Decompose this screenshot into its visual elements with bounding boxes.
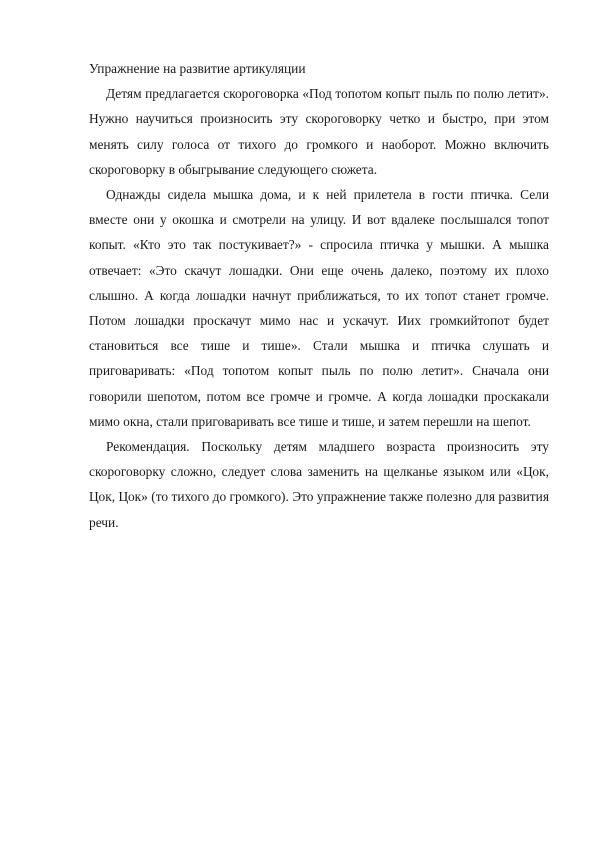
document-body: [89, 56, 549, 535]
document-title: Упражнение на развитие артикуляции: [89, 61, 306, 76]
paragraph-task: Детям предлагается скороговорка «Под топотом копыт пыль по полю летит». Нужно научиться произносить эту скороговорку четко и быстро, при этом менять силу голоса от тихого до громкого и наоборот. Можно включить скороговорку в обыгрывание следующего сюжета.: [89, 86, 549, 177]
paragraph-story: Однажды сидела мышка дома, и к ней прилетела в гости птичка. Сели вместе они у окошка и смотрели на улицу. И вот вдалеке послышался топот копыт. «Кто это так постукивает?» - спросила птичка у мышки. А мышка отвечает: «Это скачут лошадки. Они еще очень далеко, поэтому их плохо слышно. А когда лошадки начнут приближаться, то их топот станет громче. Потом лошадки проскачут мимо нас и ускачут. Иих громкийтопот будет становиться все тише и тише». Стали мышка и птичка слушать и приговаривать: «Под топотом копыт пыль по полю летит». Сначала они говорили шепотом, потом все громче и громче. А когда лошадки проскакали мимо окна, стали приговаривать все тише и тише, и затем перешли на шепот.: [89, 187, 549, 429]
paragraph-recommendation: Рекомендация. Поскольку детям младшего возраста произносить эту скороговорку сложно, следует слова заменить на щелканье языком или «Цок, Цок, Цок» (то тихого до громкого). Это упражнение также полезно для развития речи.: [89, 439, 549, 530]
